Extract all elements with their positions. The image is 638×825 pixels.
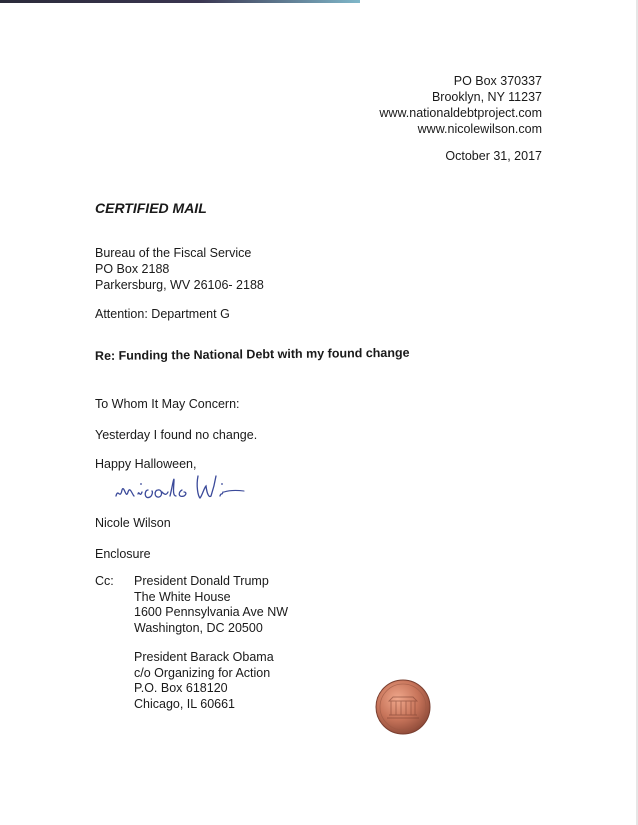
recipient-city-state-zip: Parkersburg, WV 26106- 2188 [95, 278, 264, 292]
subject-line: Re: Funding the National Debt with my found change [94, 345, 410, 363]
cc-recipient-1-line2: The White House [134, 589, 231, 604]
cc-recipient-2-line3: P.O. Box 618120 [134, 681, 228, 695]
attention-line: Attention: Department G [95, 307, 230, 321]
salutation: To Whom It May Concern: [95, 397, 240, 411]
letter-date: October 31, 2017 [445, 149, 542, 163]
sender-po-box: PO Box 370337 [453, 74, 542, 88]
cc-recipient-2 [134, 650, 274, 712]
cc-recipient-1-line4: Washington, DC 20500 [134, 620, 263, 635]
cc-recipient-2-line1: President Barack Obama [134, 650, 274, 664]
sender-website-2: www.nicolewilson.com [417, 122, 542, 136]
enclosure-note: Enclosure [95, 547, 151, 561]
closing: Happy Halloween, [95, 457, 197, 471]
scan-edge-top [0, 0, 360, 3]
cc-recipient-2-line2: c/o Organizing for Action [134, 665, 271, 680]
sender-website-1: www.nationaldebtproject.com [379, 106, 542, 120]
cc-recipient-1 [134, 574, 288, 636]
cc-label: Cc: [95, 574, 114, 588]
recipient-po-box: PO Box 2188 [95, 262, 170, 276]
cc-recipient-1-line1: President Donald Trump [134, 574, 269, 588]
penny-coin-icon [375, 679, 431, 735]
handwritten-signature [112, 470, 252, 510]
recipient-name: Bureau of the Fiscal Service [95, 246, 252, 260]
recipient-address [95, 245, 264, 293]
mail-type: CERTIFIED MAIL [95, 200, 207, 216]
sender-city-state-zip: Brooklyn, NY 11237 [431, 90, 542, 104]
sender-address [379, 73, 542, 137]
body-text: Yesterday I found no change. [95, 428, 258, 442]
cc-recipient-1-line3: 1600 Pennsylvania Ave NW [134, 605, 289, 619]
signer-name: Nicole Wilson [95, 516, 171, 530]
cc-recipient-2-line4: Chicago, IL 60661 [134, 696, 236, 711]
